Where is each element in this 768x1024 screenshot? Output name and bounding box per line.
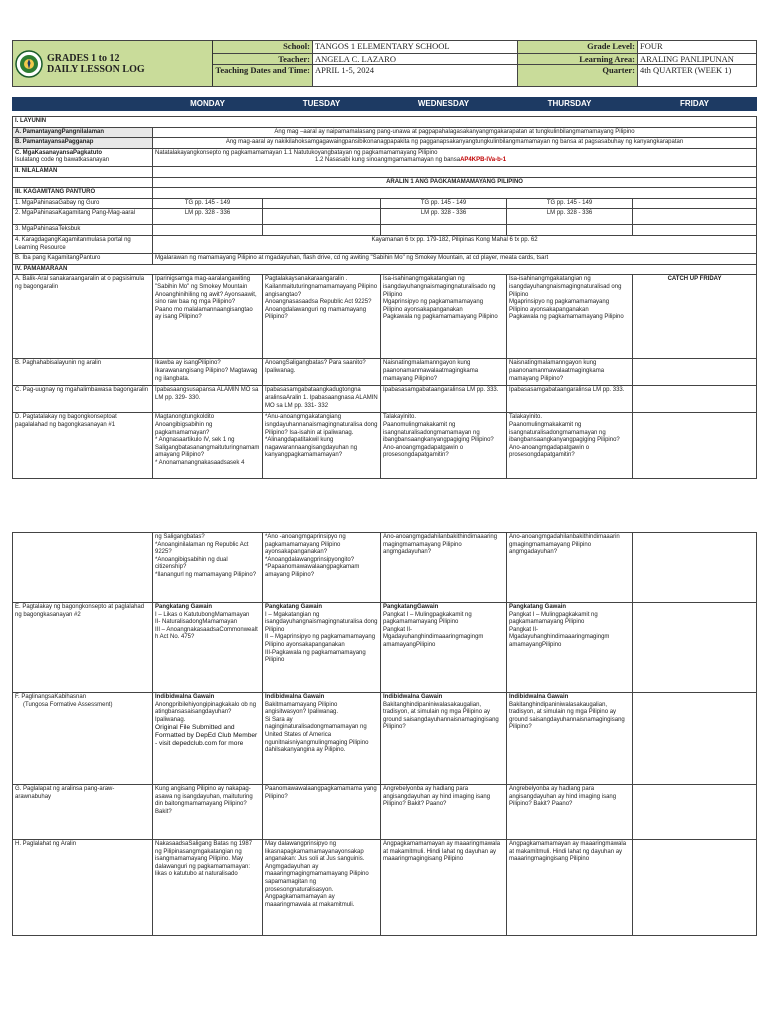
re-thu-cell [507, 603, 633, 693]
row-text-c1: Natatalakayangkonsepto ng pagkamamamayan 1.1 Natutukoyangbatayan ng pagkamamamayang Pilipino [155, 149, 438, 156]
rg-thu: Angrebelyonba ay hadlang para angisangdayuhan ay hind imaging isang Pilipino? Bakit? Paano? [507, 785, 633, 840]
rh-tue: May dalawangprinsipyo ng likasnapagkamamamayanayonsakap anganakan: Jus soli at Jus sanguinis. Angmgadayuhan ay maaaringmagingmamamayang Pilipino sapamamagitan ng prosesongnaturalisasyon. Angpagkamamamayan ay maaaringmawala at makamitmuli. [263, 840, 381, 936]
days-blank [13, 98, 153, 111]
rf-thu-cell [507, 693, 633, 785]
row-label-rf: F. PaglinangsaKabihasnan [15, 694, 87, 700]
re-tue: I – Mgakatangian ng isangdayuhangnaismagingnaturalisa dong Pilipino II – Mgaprinsipyo ng pagkamamamayang Pilipino ayonsakapanganakan III-Pagkawala ng pagkamamamayang Pilipino [265, 611, 378, 664]
rbb-thu: Naisnatingmalamanngayon kung paanonamanmawalaatmagingkama mamayang Pilipino? [507, 359, 633, 386]
header-title-line1: GRADES 1 to 12 [47, 52, 120, 64]
r2-mon: LM pp. 328 - 336 [153, 209, 263, 225]
ra-wed: Isa-isahinangmgakatangian ng isangdayuhangnaismagingnaturalisado ng Pilipino Mgaprinsipyo ng pagkamamamayang Pilipino ayonsakapanganakan Pagkawala ng pagkamamamayang Pilipino [381, 275, 507, 359]
row-label-a: A. PamantayangPangnilalaman [13, 127, 153, 138]
row-text-a: Ang mag –aaral ay naipamamalasang pang-unawa at pagpapahalagasakanyangmgakarapatan at tungkulinbilangmamamayang Pilipino [153, 127, 757, 138]
row-label-rf-cell [13, 693, 153, 785]
rf-head-tue: Indibidwalna Gawain [265, 694, 325, 700]
p2-mon: ng Saligangbatas? *Anoanginilalaman ng Republic Act 9225? *Anoangibigsabihin ng dual citizenship? *Ilanangurl ng mamamayang Pilipino? [153, 533, 263, 603]
rg-wed: Angrebelyonba ay hadlang para angisangdayuhan ay hind imaging isang Pilipino? Bakit? Paano? [381, 785, 507, 840]
lesson-table-page1 [12, 116, 757, 479]
grade-value: FOUR [638, 41, 757, 54]
r1-thu: TG pp. 145 - 149 [507, 198, 633, 209]
r4-text: Kayamanan 6 tx pp. 179-182, Pilipinas Kong Mahal 6 tx pp. 62 [153, 235, 757, 253]
rd-thu: Talakayinito. Paanomulingmakakamit ng isangnaturalisadongmamamayan ng ibangbansaangkanyangpagiging Pilipino? Ano-anoangmgadapatgawin o prosesongdapatgamitin? [507, 413, 633, 479]
header-table [12, 40, 757, 87]
row-label-rh: H. Paglalahat ng Aralin [13, 840, 153, 936]
school-label: School: [213, 41, 313, 54]
nilalaman-title: ARALIN 1 ANG PAGKAMAMAMAYANG PILIPINO [153, 177, 757, 188]
re-tue-cell [263, 603, 381, 693]
area-label: Learning Area: [518, 54, 638, 65]
row-label-r2: 2. MgaPahinasaKagamitang Pang-Mag-aaral [13, 209, 153, 225]
p2-tue: *Ano -anoangmgaprinsipyo ng pagkamamamayang Pilipino ayonsakapanganakan? *Anoangdalawangprinsipyongito? *Papaanomawawalaangpagkamam amayang Pilipino? [263, 533, 381, 603]
quarter-label: Quarter: [518, 65, 638, 87]
r1-mon: TG pp. 145 - 149 [153, 198, 263, 209]
ra-fri: CATCH UP FRIDAY [633, 275, 757, 359]
rh-mon: NakasaadsaSaligang Batas ng 1987 ng Pilipinasangmgakatangian ng isangmamamayang Pilipino. May dalawanguri ng pagkamamamayan: likas o katutubo at naturalisado [153, 840, 263, 936]
quarter-value: 4th QUARTER (WEEK 1) [638, 65, 757, 87]
day-friday: FRIDAY [633, 98, 757, 111]
dates-label: Teaching Dates and Time: [213, 65, 313, 87]
teacher-value: ANGELA C. LAZARO [313, 54, 518, 65]
row-label-rd: D. Pagtatalakay ng bagongkonseptoat pagalalahad ng bagongkasanayan #1 [13, 413, 153, 479]
rf-wed: Bakitanghindipaniniwalasakaugalian, tradisyon, at simulain ng mga Pilipino ay ground saisangdayuhannaisnamagingisang Pilipino? [383, 701, 499, 731]
header-title-line2: DAILY LESSON LOG [47, 63, 145, 75]
rh-thu: Angpagkamamamayan ay maaaringmawala at makamitmuli. Hindi lahat ng dayuhan ay maaaringmagingisang Pilipino [507, 840, 633, 936]
row-label-r3: 3. MgaPahinasaTeksbuk [13, 225, 153, 236]
lesson-table-page2 [12, 532, 757, 936]
p2-thu: Ano-anoangmgadahilanbakithindimaaarin gmagingmamamayang Pilipino angmgadayuhan? [507, 533, 633, 603]
r2-thu: LM pp. 328 - 336 [507, 209, 633, 225]
rh-wed: Angpagkamamamayan ay maaaringmawala at makamitmuli. Hindi lahat ng dayuhan ay maaaringmagingisang Pilipino [381, 840, 507, 936]
rg-tue: Paanomawawalaangpagkamamama yang Pilipino? [263, 785, 381, 840]
re-thu: Pangkat I – Mulingpagkakamit ng pagkamamamayang Pilipino Pangkat II- Mgadayuhanghindimaaaringmagingm amamayangPilipino [509, 611, 610, 648]
rf-wed-cell [381, 693, 507, 785]
rf-head-thu: Indibidwalna Gawain [509, 694, 569, 700]
rd-mon: Magtanongtungkoldito Anoangibigsabihin ng pagkamamamayan? * Angnasaartikulo IV, sek 1 ng Saligangbatasanangmaituturingnamamamayang Pilipino? * Anonamanangnakasaadsasek 4 [153, 413, 263, 479]
rbb-wed: Naisnatingmalamanngayon kung paanonamanmawalaatmagingkama mamayang Pilipino? [381, 359, 507, 386]
row-label-b: B. PamantayansaPagganap [13, 138, 153, 149]
row-text-b: Ang mag-aaral ay nakikilahoksamgagawaingpansibikonanagpapakita ng pagganapsakanyangtungkulinbilangmamamayan ng bansa at pagsasabuhay ng kanyangkarapatan [153, 138, 757, 149]
section-layunin: I. LAYUNIN [13, 117, 757, 128]
r2-wed: LM pp. 328 - 336 [381, 209, 507, 225]
re-mon-cell [153, 603, 263, 693]
rc-mon: Ipabasaangsusapansa ALAMIN MO sa LM pp. 329- 330. [153, 386, 263, 413]
rc-tue: Ipabasasamgabataangkadugtongna aralinsaAralin 1. Ipabasaangnasa ALAMIN MO sa LM pp. 331- 332 [263, 386, 381, 413]
rf-tue: Bakitmamamayang Pilipino angisitwasyon? Ipaliwanag. Si Sara ay naginginaturalisadongmamamayan ng United States of America ngunitnaisniyangmulingmaging Pilipino dahilsakanyangina ay Pilipino. [265, 701, 369, 754]
rc-thu: Ipabasasamgabataangaralinsa LM pp. 333. [507, 386, 633, 413]
row-label-c: C. MgaKasanayansaPagkatuto [15, 149, 103, 156]
row-sub-rf: (Tungosa Formative Assessment) [23, 701, 113, 708]
p2-wed: Ano-anoangmgadahilanbakithindimaaaring magingmamamayang Pilipino angmgadayuhan? [381, 533, 507, 603]
row-text-c2: 1.2 Nasasabi kung sinoangmgamamamayan ng bansa [315, 157, 461, 164]
rf-head-wed: Indibidwalna Gawain [383, 694, 443, 700]
rf-mon-cell [153, 693, 263, 785]
re-head-wed: PangkatangGawain [383, 604, 439, 610]
re-head-thu: Pangkatang Gawain [509, 604, 567, 610]
rd-tue: *Anu-anoangmgakatangiang isngdayuhannanaismagingnaturalisa dong Pilipino? Isa-isahin at ipaliwanag. *Alinangdapatitakwil kung nagawarannaangisangdayuhan ng kanyangpagkamamamayan? [263, 413, 381, 479]
ra-mon: Iparinigsamga mag-aaralangawiting "Sabihin Mo" ng Smokey Mountain Anoanghinihiling ng awit? Ayonsaawit, sino raw baa ng mga Pilipino? Paano mo malalamannaangisangtao ay isang Pilipino? [153, 275, 263, 359]
r1-wed: TG pp. 145 - 149 [381, 198, 507, 209]
rf-tue-cell [263, 693, 381, 785]
day-monday: MONDAY [153, 98, 263, 111]
rb-text: Mgalarawan ng mamamayang Pilipino at mgadayuhan, flash drive, cd ng awiting "Sabihin Mo" ng Smokey Mountain, at cd player, meata cards, tsart [153, 254, 757, 265]
re-mon: I – Likas o KatutubongMamamayan II- NaturalisadongMamamayan III – AnoangnakasaadsaCommonwealt h Act No. 475? [155, 611, 258, 641]
rc-wed: Ipabasasamgabataangaralinsa LM pp. 333. [381, 386, 507, 413]
row-label-rg: G. Paglalapat ng aralinsa pang-araw-arawnabuhay [13, 785, 153, 840]
competency-code: AP4KPB-IVa-b-1 [460, 157, 507, 164]
rf-head-mon: Indibidwalna Gawain [155, 694, 215, 700]
re-wed: Pangkat I – Mulingpagkakamit ng pagkamamamayang Pilipino Pangkat II- Mgadayuhanghindimaaaringmagingm amamayangPilipino [383, 611, 484, 648]
ra-tue: Pagtalakaysanakaraangaralin . Kailanmaituturingnamamamayang Pilipino angisangtao? Anoangnasasaadsa Republic Act 9225? Anoangdalawanguri ng mamamayang Pilipino? [263, 275, 381, 359]
deped-club-note: Original File Submitted and Formatted by DepEd Club Member - visit depedclub.com for more [155, 724, 258, 748]
teacher-label: Teacher: [213, 54, 313, 65]
rbb-tue: AnoangSaligangbatas? Para saanito? Ipaliwanag. [263, 359, 381, 386]
row-label-rbb: B. Paghahabisalayunin ng aralin [13, 359, 153, 386]
rbb-mon: Ikawba ay isangPilipino? Ikarawanangisang Pilipino? Magtawag ng ilangbata. [153, 359, 263, 386]
rg-mon: Kung angisang Pilipino ay nakapag-asawa ng isangdayuhan, maituturing din baitongmamamayang Pilipino? Bakit? [153, 785, 263, 840]
ra-thu: Isa-isahinangmgakatangian ng isangdayuhangnaismagingnaturalisad ong Pilipino Mgaprinsipyo ng pagkamamamayang Pilipino ayonsakapanganakan Pagkawala ng pagkamamamayang Pilipino [507, 275, 633, 359]
re-wed-cell [381, 603, 507, 693]
re-head-tue: Pangkatang Gawain [265, 604, 323, 610]
area-value: ARALING PANLIPUNAN [638, 54, 757, 65]
section-kagamitan: III. KAGAMITANG PANTURO [13, 188, 153, 199]
section-pamamaraan: IV. PAMAMARAAN [13, 264, 757, 275]
row-label-c-cell [13, 148, 153, 166]
rf-mon: Anongpribilehiyongipinagkakalo ob ng atingbansasaisangdayuhan? Ipaliwanag. [155, 701, 257, 723]
header-logo-cell [13, 41, 213, 87]
school-value: TANGOS 1 ELEMENTARY SCHOOL [313, 41, 518, 54]
row-label-re: E. Pagtalakay ng bagongkonsepto at paglalahad ng bagongkasanayan #2 [13, 603, 153, 693]
day-wednesday: WEDNESDAY [381, 98, 507, 111]
rf-thu: Bakitanghindipaniniwalasakaugalian, tradisyon, at simulain ng mga Pilipino ay ground saisangdayuhannaisnamagingisang Pilipino? [509, 701, 625, 731]
row-label-ra: A. Balik-Aral sanakaraangaralin at o pagsisimula ng bagongaralin [13, 275, 153, 359]
day-tuesday: TUESDAY [263, 98, 381, 111]
dates-value: APRIL 1-5, 2024 [313, 65, 518, 87]
deped-seal-icon [15, 50, 43, 78]
row-label-r1: 1. MgaPahinasaGabay ng Guro [13, 198, 153, 209]
days-header [12, 97, 757, 111]
day-thursday: THURSDAY [507, 98, 633, 111]
section-nilalaman: II. NILALAMAN [13, 166, 153, 177]
re-head-mon: Pangkatang Gawain [155, 604, 213, 610]
row-label-r4: 4. KaragdagangKagamitanmulasa portal ng Learning Resource [13, 235, 153, 253]
row-label-rc: C. Pag-uugnay ng mgahalimbawasa bagongaralin [13, 386, 153, 413]
rd-wed: Talakayinito. Paanomulingmakakamit ng isangnaturalisadongmamamayan ng ibangbansaangkanyangpagiging Pilipino? Ano-anoangmgadapatgawin o prosesongdapatgamitin? [381, 413, 507, 479]
row-sub-c: Isulatang code ng bawatkasanayan [15, 157, 110, 164]
row-label-rb: B. Iba pang KagamitangPanturo [13, 254, 153, 265]
grade-label: Grade Level: [518, 41, 638, 54]
row-text-c [153, 148, 757, 166]
